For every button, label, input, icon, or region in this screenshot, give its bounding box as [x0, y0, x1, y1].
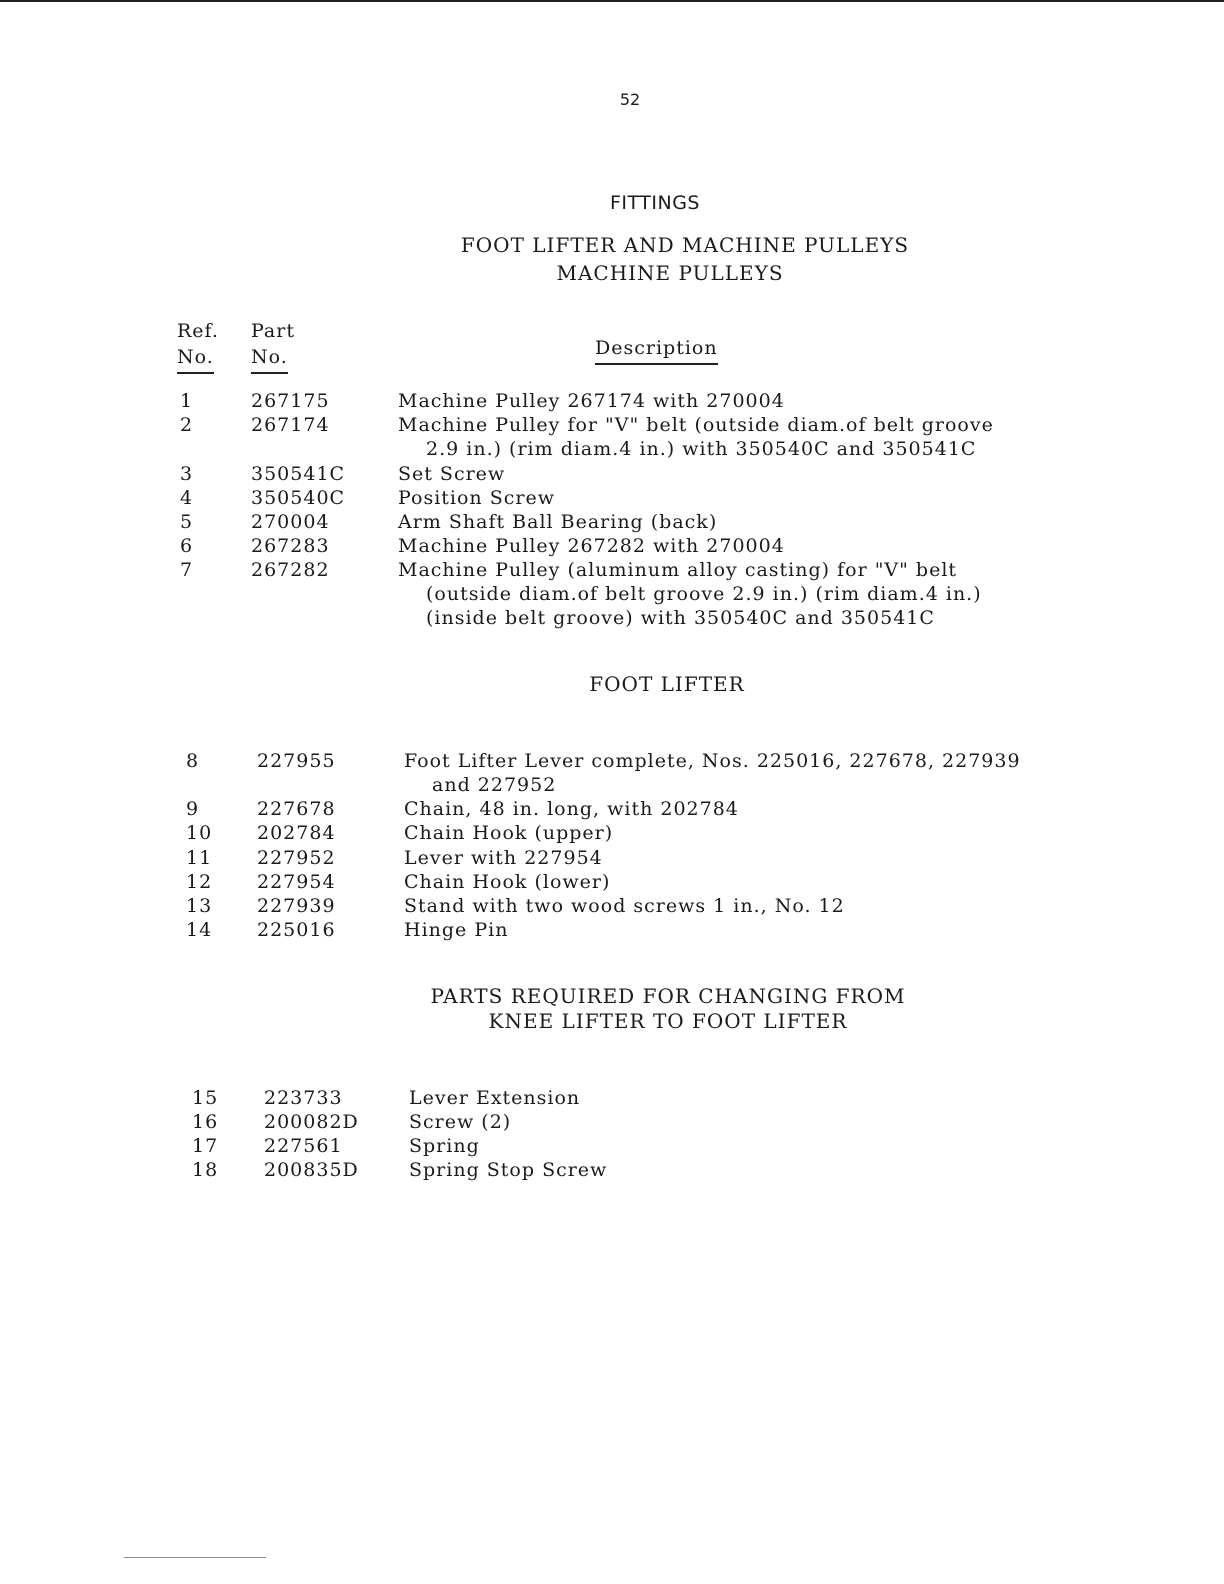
foot-lifter-heading: FOOT LIFTER [589, 672, 745, 696]
description-header-label: Description [595, 335, 718, 365]
part-description [404, 821, 613, 845]
description-line: Screw (2) [409, 1111, 512, 1133]
part-header-line2: No. [251, 344, 288, 374]
description-line: Foot Lifter Lever complete, Nos. 225016, 227678, 227939 [404, 750, 1021, 772]
section-title: FITTINGS [609, 192, 700, 214]
part-number: 267174 [251, 414, 330, 436]
part-description [409, 1086, 580, 1110]
page-number: 52 [619, 90, 641, 109]
description-header [595, 335, 718, 365]
description-line: Machine Pulley for "V" belt (outside diam.of belt groove [398, 414, 994, 436]
description-line: Lever Extension [409, 1087, 581, 1109]
part-number: 202784 [257, 822, 336, 844]
subtitle-foot-lifter-and-machine-pulleys: FOOT LIFTER AND MACHINE PULLEYS [460, 233, 910, 257]
subtitle-machine-pulleys: MACHINE PULLEYS [556, 261, 784, 285]
description-line: Chain, 48 in. long, with 202784 [404, 798, 739, 820]
part-description [398, 462, 505, 486]
part-number: 200082D [264, 1111, 359, 1133]
description-line: Stand with two wood screws 1 in., No. 12 [404, 895, 845, 917]
ref-number: 2 [180, 414, 194, 436]
parts-required-heading-line1: PARTS REQUIRED FOR CHANGING FROM [430, 984, 906, 1008]
description-continuation: and 227952 [432, 774, 557, 796]
part-number: 270004 [251, 511, 330, 533]
part-number: 267283 [251, 535, 330, 557]
part-number: 267175 [251, 390, 330, 412]
part-description [398, 510, 717, 534]
part-number: 227939 [257, 895, 336, 917]
part-description [398, 534, 785, 558]
part-description [404, 894, 845, 918]
description-line: Hinge Pin [404, 919, 509, 941]
ref-no-header [177, 318, 219, 374]
ref-number: 8 [186, 750, 200, 772]
ref-number: 17 [192, 1135, 219, 1157]
description-line: Spring [409, 1135, 480, 1157]
description-line: Machine Pulley 267282 with 270004 [398, 535, 785, 557]
parts-required-heading-line2: KNEE LIFTER TO FOOT LIFTER [488, 1009, 848, 1033]
part-description [398, 558, 982, 630]
part-number: 350540C [251, 487, 346, 509]
ref-number: 1 [180, 390, 194, 412]
ref-number: 10 [186, 822, 213, 844]
part-description [404, 870, 610, 894]
part-description [398, 413, 994, 461]
part-number: 200835D [264, 1159, 359, 1181]
description-line: Spring Stop Screw [409, 1159, 608, 1181]
ref-number: 7 [180, 559, 194, 581]
part-number: 223733 [264, 1087, 343, 1109]
part-header-line1: Part [251, 320, 295, 342]
part-description [404, 846, 603, 870]
description-line: Chain Hook (upper) [404, 822, 614, 844]
ref-number: 16 [192, 1111, 219, 1133]
ref-number: 11 [186, 847, 213, 869]
description-line: Machine Pulley (aluminum alloy casting) for "V" belt [398, 559, 958, 581]
part-description [409, 1134, 480, 1158]
description-line: Position Screw [398, 487, 555, 509]
ref-number: 5 [180, 511, 194, 533]
part-description [404, 918, 508, 942]
description-line: Lever with 227954 [404, 847, 603, 869]
part-number: 227561 [264, 1135, 343, 1157]
part-description [398, 389, 785, 413]
ref-number: 12 [186, 871, 213, 893]
ref-number: 6 [180, 535, 194, 557]
part-description [409, 1158, 607, 1182]
description-continuation: 2.9 in.) (rim diam.4 in.) with 350540C and 350541C [426, 438, 977, 460]
part-number: 227952 [257, 847, 336, 869]
part-description [409, 1110, 511, 1134]
ref-number: 9 [186, 798, 200, 820]
ref-number: 4 [180, 487, 194, 509]
part-number: 225016 [257, 919, 336, 941]
part-description [398, 486, 555, 510]
description-line: Arm Shaft Ball Bearing (back) [398, 511, 718, 533]
ref-number: 18 [192, 1159, 219, 1181]
part-number: 227954 [257, 871, 336, 893]
part-description [404, 749, 1021, 797]
description-line: Chain Hook (lower) [404, 871, 611, 893]
footer-rule [124, 1557, 266, 1558]
part-number: 350541C [251, 463, 346, 485]
description-continuation: (outside diam.of belt groove 2.9 in.) (rim diam.4 in.) [426, 583, 982, 605]
top-rule [0, 0, 1224, 2]
description-line: Machine Pulley 267174 with 270004 [398, 390, 785, 412]
part-no-header [251, 318, 295, 374]
ref-header-line1: Ref. [177, 320, 219, 342]
ref-number: 14 [186, 919, 213, 941]
ref-number: 3 [180, 463, 194, 485]
part-number: 227955 [257, 750, 336, 772]
ref-number: 15 [192, 1087, 219, 1109]
description-continuation: (inside belt groove) with 350540C and 350541C [426, 607, 935, 629]
description-line: Set Screw [398, 463, 506, 485]
ref-header-line2: No. [177, 344, 214, 374]
part-description [404, 797, 739, 821]
ref-number: 13 [186, 895, 213, 917]
part-number: 227678 [257, 798, 336, 820]
part-number: 267282 [251, 559, 330, 581]
